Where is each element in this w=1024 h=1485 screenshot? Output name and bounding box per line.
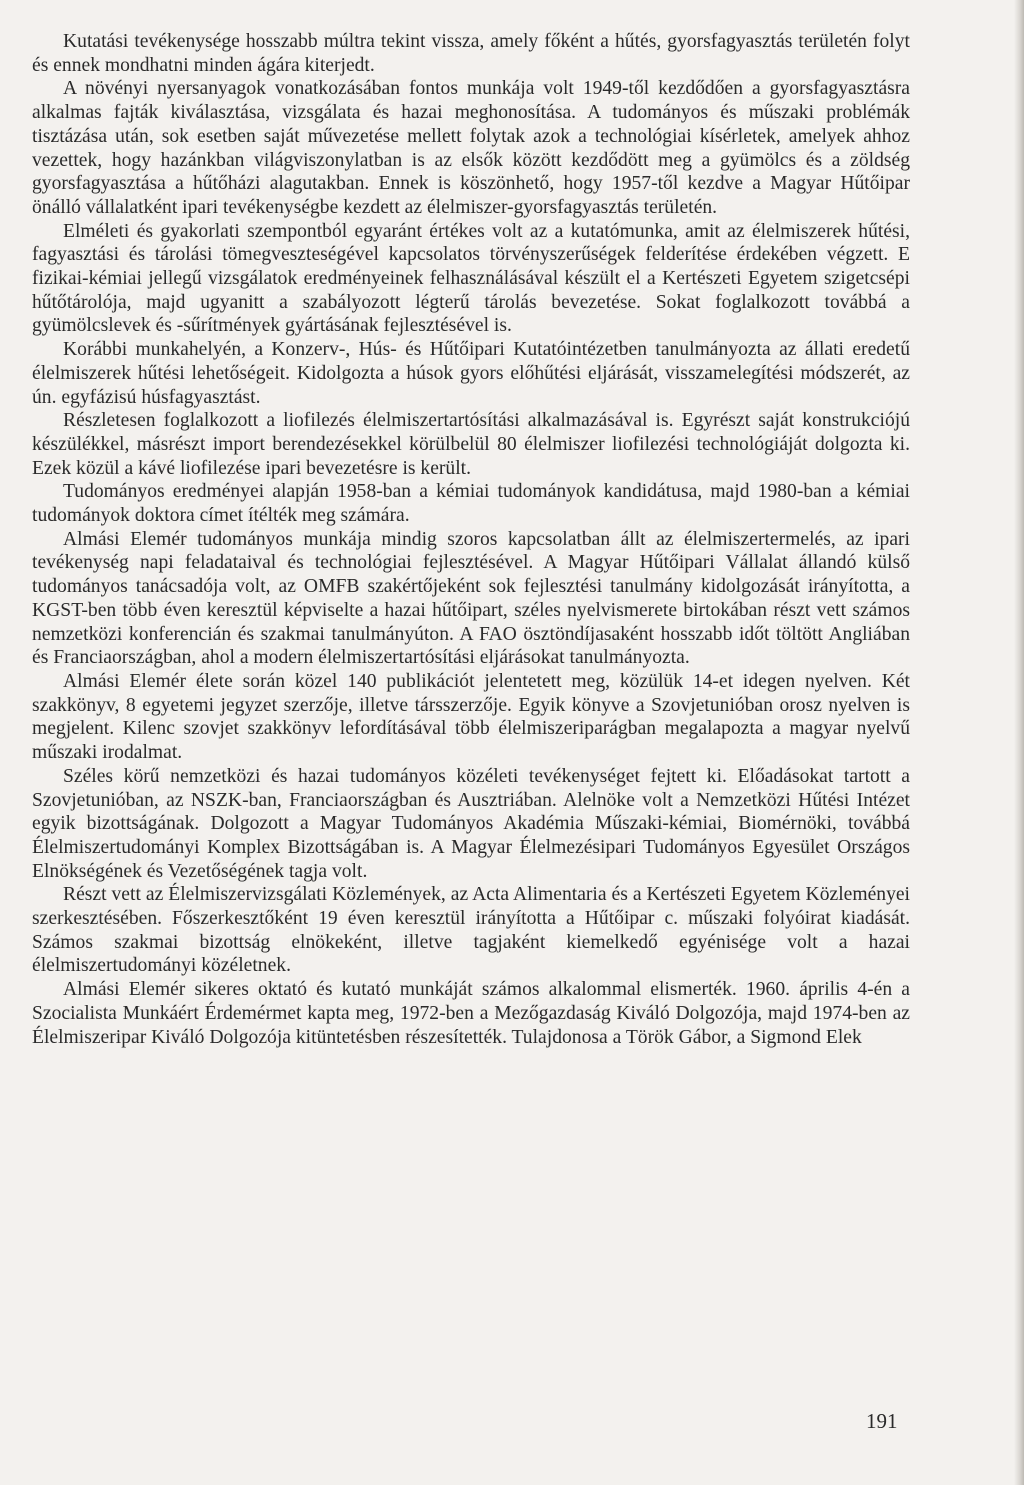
- paragraph-publications: Almási Elemér élete során közel 140 publikációt jelentetett meg, közülük 14-et idegen nyelven. Két szakkönyv, 8 egyetemi jegyzet szerzője, illetve társszerzője. Egyik könyve a Szovjetunióban orosz nyelven is megjelent. Kilenc szovjet szakkönyv lefordításával több élelmiszeriparágban megalapozta a magyar nyelvű műszaki irodalmat.: [32, 670, 910, 764]
- page-number: 191: [866, 1409, 898, 1433]
- paragraph-freeze-drying: Részletesen foglalkozott a liofilezés élelmiszertartósítási alkalmazásával is. Egyrészt saját konstrukciójú készülékkel, másrészt import berendezésekkel körülbelül 80 élelmiszer liofilezési technológiáját dolgozta ki. Ezek közül a kávé liofilezése ipari bevezetésre is került.: [32, 410, 910, 479]
- paragraph-industry-connection: Almási Elemér tudományos munkája mindig szoros kapcsolatban állt az élelmiszertermelés, az ipari tevékenység napi feladataival és technológiai fejlesztésével. A Magyar Hűtőipari Vállalat állandó külső tudományos tanácsadója volt, az OMFB szakértőjeként sok fejlesztési tanulmány kidolgozását irányította, a KGST-ben több éven keresztül képviselte a hazai hűtőipart, széles nyelvismerete birtokában részt vett számos nemzetközi konferencián és szakmai tanulmányúton. A FAO ösztöndíjasaként hosszabb időt töltött Angliában és Franciaországban, ahol a modern élelmiszertartósítási eljárásokat tanulmányozta.: [32, 528, 910, 669]
- paragraph-scientific-degrees: Tudományos eredményei alapján 1958-ban a kémiai tudományok kandidátusa, majd 1980-ban a kémiai tudományok doktora címet ítélték meg számára.: [32, 481, 910, 527]
- paragraph-editorial-work: Részt vett az Élelmiszervizsgálati Közlemények, az Acta Alimentaria és a Kertészeti Egyetem Közleményei szerkesztésében. Főszerkesztőként 19 éven keresztül irányította a Hűtőipar c. műszaki folyóirat kiadását. Számos szakmai bizottság elnökeként, illetve tagjaként kiemelkedő egyénisége volt a hazai élelmiszertudományi közéletnek.: [32, 884, 910, 977]
- paragraph-mass-loss-research: Elméleti és gyakorlati szempontból egyaránt értékes volt az a kutatómunka, amit az élelmiszerek hűtési, fagyasztási és tárolási tömegveszteségével kapcsolatos törvényszerűségek felderítése érdekében végzett. E fizikai-kémiai jellegű vizsgálatok eredményeinek felhasználásával készült el a Kertészeti Egyetem szigetcsépi hűtőtárolója, majd ugyanitt a szabályozott légterű tárolás bevezetése. Sokat foglalkozott továbbá a gyümölcslevek és -sűrítmények gyártásának fejlesztésével is.: [32, 220, 910, 337]
- paragraph-plant-raw-materials: A növényi nyersanyagok vonatkozásában fontos munkája volt 1949-től kezdődően a gyorsfagyasztásra alkalmas fajták kiválasztása, vizsgálata és hazai meghonosítása. A tudományos és műszaki problémák tisztázása után, sok esetben saját művezetése mellett folytak azok a technológiai kísérletek, amelyek ahhoz vezettek, hogy hazánkban világviszonylatban is az elsők között kezdődött meg a gyümölcs és a zöldség gyorsfagyasztása a hűtőházi alagutakban. Ennek is köszönhető, hogy 1957-től kezdve a Magyar Hűtőipar önálló vállalatként ipari tevékenységbe kezdett az élelmiszer-gyorsfagyasztás területén.: [32, 78, 910, 218]
- paragraph-meat-cooling: Korábbi munkahelyén, a Konzerv-, Hús- és Hűtőipari Kutatóintézetben tanulmányozta az állati eredetű élelmiszerek hűtési lehetőségeit. Kidolgozta a húsok gyors előhűtési eljárását, visszamelegítési módszerét, az ún. egyfázisú húsfagyasztást.: [32, 339, 910, 408]
- paragraph-awards: Almási Elemér sikeres oktató és kutató munkáját számos alkalommal elismerték. 1960. április 4-én a Szocialista Munkáért Érdemérmet kapta meg, 1972-ben a Mezőgazdaság Kiváló Dolgozója, majd 1974-ben az Élelmiszeripar Kiváló Dolgozója kitüntetésben részesítették. Tulajdonosa a Török Gábor, a Sigmond Elek: [32, 979, 910, 1048]
- paragraph-research-overview: Kutatási tevékenysége hosszabb múltra tekint vissza, amely főként a hűtés, gyorsfagyasztás területén folyt és ennek mondhatni minden ágára kiterjedt.: [32, 31, 910, 76]
- body-text: [32, 30, 910, 1049]
- page-edge-shadow: [1014, 0, 1024, 1485]
- paragraph-public-activity: Széles körű nemzetközi és hazai tudományos közéleti tevékenységet fejtett ki. Előadásokat tartott a Szovjetunióban, az NSZK-ban, Franciaországban és Ausztriában. Alelnöke volt a Nemzetközi Hűtési Intézet egyik bizottságának. Dolgozott a Magyar Tudományos Akadémia Műszaki-kémiai, Biomérnöki, továbbá Élelmiszertudományi Komplex Bizottságában is. A Magyar Élelmezésipari Tudományos Egyesület Országos Elnökségének és Vezetőségének tagja volt.: [32, 765, 910, 882]
